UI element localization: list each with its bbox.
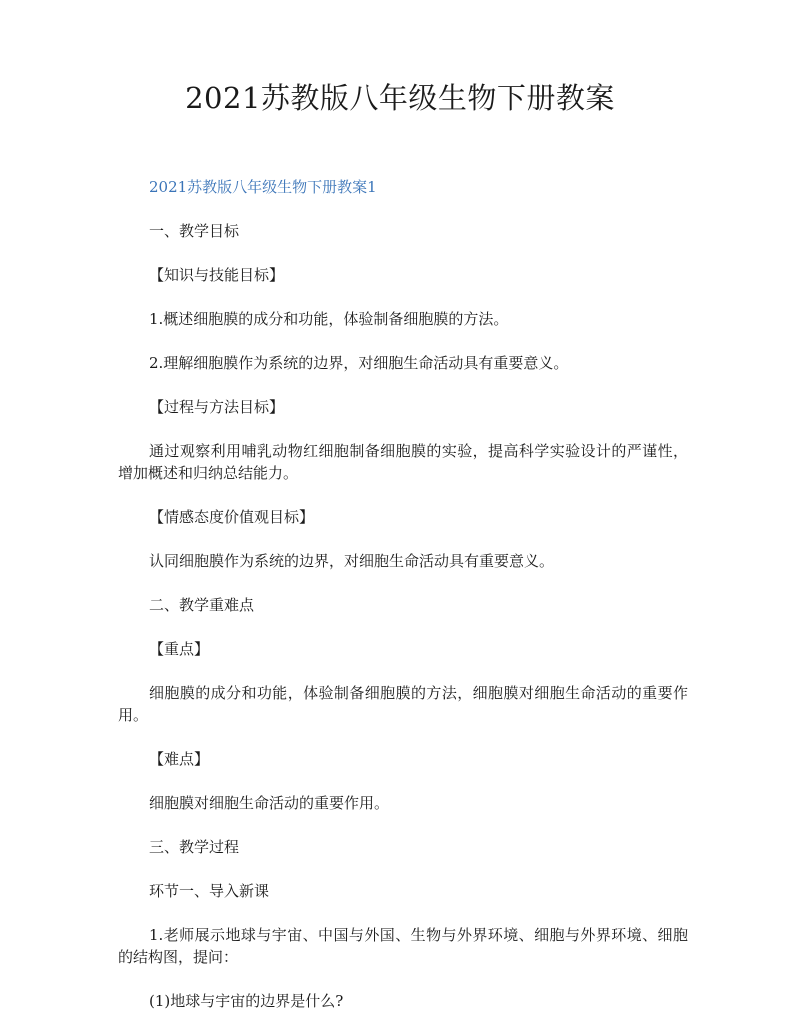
subheading-difficult-points: 【难点】 — [149, 750, 210, 768]
section-link-heading[interactable]: 2021苏教版八年级生物下册教案1 — [149, 178, 377, 196]
document-body — [118, 176, 688, 1034]
paragraph: 1.概述细胞膜的成分和功能，体验制备细胞膜的方法。 — [149, 310, 509, 328]
heading-teaching-process: 三、教学过程 — [149, 838, 240, 856]
paragraph: 细胞膜对细胞生命活动的重要作用。 — [149, 794, 390, 812]
paragraph: 细胞膜的成分和功能，体验制备细胞膜的方法，细胞膜对细胞生命活动的重要作用。 — [118, 684, 688, 724]
subheading-key-points: 【重点】 — [149, 640, 210, 658]
document-title: 2021苏教版八年级生物下册教案 — [185, 81, 615, 115]
subheading-process-method: 【过程与方法目标】 — [149, 398, 285, 416]
paragraph: (1)地球与宇宙的边界是什么? — [149, 992, 344, 1010]
subheading-attitude-values: 【情感态度价值观目标】 — [149, 508, 315, 526]
paragraph: 认同细胞膜作为系统的边界，对细胞生命活动具有重要意义。 — [149, 552, 555, 570]
heading-key-difficult-points: 二、教学重难点 — [149, 596, 255, 614]
paragraph: 1.老师展示地球与宇宙、中国与外国、生物与外界环境、细胞与外界环境、细胞的结构图，提问： — [118, 926, 688, 966]
subheading-knowledge-skills: 【知识与技能目标】 — [149, 266, 285, 284]
paragraph: 2.理解细胞膜作为系统的边界，对细胞生命活动具有重要意义。 — [149, 354, 569, 372]
heading-teaching-goals: 一、教学目标 — [149, 222, 240, 240]
subheading-introduction: 环节一、导入新课 — [149, 882, 270, 900]
paragraph: 通过观察利用哺乳动物红细胞制备细胞膜的实验，提高科学实验设计的严谨性，增加概述和归纳总结能力。 — [118, 442, 688, 482]
